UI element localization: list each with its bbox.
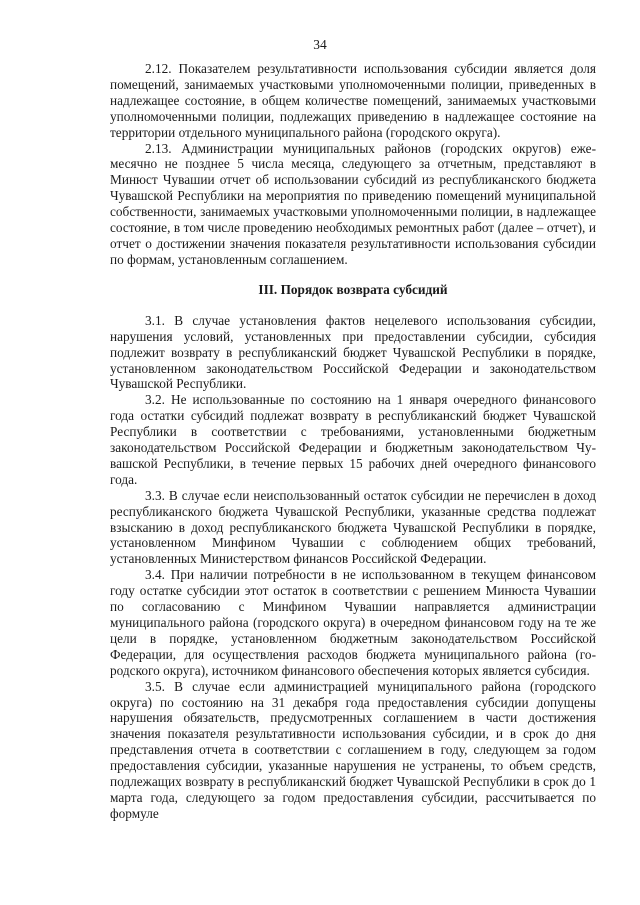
paragraph-3-1: 3.1. В случае установления фактов нецелевого использования субсидии, нарушения условий, установленных при предоставлении субсидии, субсидия подлежит возврату в республиканский бюджет Чувашской Республики в порядке, установленном законодательством Российской Федерации и законодательством Чувашской Республики. <box>110 312 596 392</box>
paragraph-3-4: 3.4. При наличии потребности в не использованном в текущем финансовом году остатке субсидии этот остаток в соответствии с решением Минюста Чувашии по согласованию с Минфином Чувашии направляется администрации муниципального района (городского округа) в очередном финансовом году на те же цели в порядке, установленном бюджетным законодательством Российской Федерации, для осуществления расходов бюджета муниципального района (городского округа), источником финансового обеспечения которых является субсидия. <box>110 567 596 678</box>
document-body <box>110 61 596 822</box>
page-number: 34 <box>313 37 327 52</box>
paragraph-2-13: 2.13. Администрации муниципальных районов (городских округов) ежемесячно не позднее 5 числа месяца, следующего за отчетным, представляют в Минюст Чувашии отчет об использовании субсидий из республиканского бюджета Чувашской Республики на мероприятия по приведению помещений муниципальной собственности, занимаемых участковыми уполномоченными полиции, в надлежащее состояние, в том числе проведению необходимых ремонтных работ (далее – отчет), и отчет о достижении значения показателя результативности использования субсидии по формам, установленным соглашением. <box>110 140 596 267</box>
paragraph-3-2: 3.2. Не использованные по состоянию на 1 января очередного финансового года остатки субсидий подлежат возврату в республиканский бюджет Чувашской Республики в соответствии с требованиями, установленными бюджетным законодательством Российской Федерации и бюджетным законодательством Чувашской Республики, в течение первых 15 рабочих дней очередного финансового года. <box>110 392 596 487</box>
paragraph-3-5: 3.5. В случае если администрацией муниципального района (городского округа) по состоянию на 31 декабря года предоставления субсидии допущены нарушения обязательств, предусмотренных соглашением в части достижения значения показателя результативности использования субсидии, и в срок до дня представления отчета в соответствии с соглашением в году, следующем за годом предоставления субсидии, указанные нарушения не устранены, то объем средств, подлежащих возврату в республиканский бюджет Чувашской Республики в срок до 1 марта года, следующего за годом предоставления субсидии, рассчитывается по формуле <box>110 678 596 821</box>
paragraph-2-12: 2.12. Показателем результативности использования субсидии является доля помещений, занимаемых участковыми уполномоченными полиции, приведенных в надлежащее состояние, в общем количестве помещений, занимаемых участковыми уполномоченными полиции, подлежащих приведению в надлежащее состояние на территории отдельного муниципального района (городского округа). <box>110 61 596 140</box>
section-3-heading: III. Порядок возврата субсидий <box>258 281 448 297</box>
paragraph-3-3: 3.3. В случае если неиспользованный остаток субсидии не перечислен в доход республиканского бюджета Чувашской Республики, указанные средства подлежат взысканию в доход республиканского бюджета Чувашской Республики в порядке, установленном Минфином Чувашии с соблюдением общих требований, установленных Министерством финансов Российской Федерации. <box>110 487 596 567</box>
